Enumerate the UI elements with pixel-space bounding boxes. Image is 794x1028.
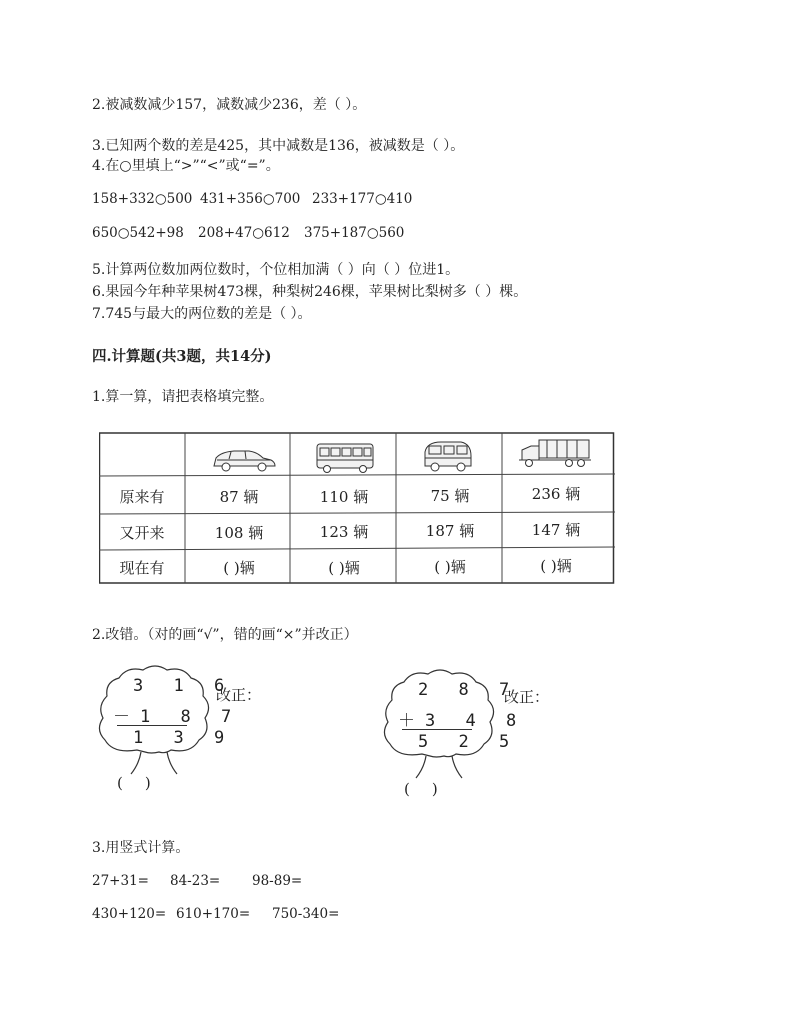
vertical-calc-item: 27+31=: [92, 873, 149, 889]
row-label-original: 原来有: [119, 488, 165, 506]
problem-1-title: 1.算一算，请把表格填完整。: [92, 389, 274, 405]
vehicle-table: [99, 430, 615, 584]
table-cell: 147 辆: [531, 521, 581, 539]
operation-line: －1 8 7: [113, 707, 242, 727]
problem-2-title: 2.改错。（对的画“√”，错的画“×”并改正）: [92, 627, 358, 643]
judge-paren[interactable]: (): [117, 774, 173, 792]
answer-cell[interactable]: ( )辆: [328, 559, 360, 577]
compare-item: 233+177○410: [312, 191, 413, 207]
question-7: 7.745与最大的两位数的差是（ ）。: [92, 306, 312, 322]
table-cell: 75 辆: [430, 487, 470, 505]
question-2: 2.被减数减少157，减数减少236，差（ ）。: [92, 97, 367, 113]
truck-icon: [519, 440, 591, 467]
compare-item: 431+356○700: [200, 191, 301, 207]
table-cell: 110 辆: [319, 488, 369, 506]
judge-paren[interactable]: (): [404, 780, 460, 798]
vertical-calc-item: 98-89=: [252, 873, 303, 889]
operation-line: ＋3 4 8: [398, 711, 527, 731]
question-5: 5.计算两位数加两位数时，个位相加满（ ）向（ ）位进1。: [92, 262, 460, 278]
compare-item: 208+47○612: [198, 225, 290, 241]
compare-item: 650○542+98: [92, 225, 184, 241]
bus-icon: [317, 444, 373, 473]
problem-3-title: 3.用竖式计算。: [92, 840, 190, 856]
answer-cell[interactable]: ( )辆: [223, 559, 255, 577]
sum-rule: [402, 729, 472, 730]
correction-label: 改正：: [216, 686, 262, 704]
question-3: 3.已知两个数的差是425，其中减数是136，被减数是（ ）。: [92, 138, 465, 154]
table-cell: 187 辆: [425, 522, 475, 540]
minuend: 3 1 6: [133, 676, 235, 696]
vertical-calc-item: 84-23=: [170, 873, 221, 889]
van-icon: [425, 442, 471, 471]
result: 1 3 9: [133, 728, 235, 748]
vertical-calc-item: 430+120=: [92, 906, 167, 922]
row-label-arrived: 又开来: [119, 524, 165, 542]
sum-rule: [117, 725, 187, 726]
question-4: 4.在○里填上“>”“<”或“=”。: [92, 158, 280, 174]
compare-item: 158+332○500: [92, 191, 193, 207]
vertical-calc-item: 610+170=: [176, 906, 251, 922]
table-cell: 108 辆: [214, 524, 264, 542]
answer-cell[interactable]: ( )辆: [434, 558, 466, 576]
table-cell: 123 辆: [319, 523, 369, 541]
section-heading: 四.计算题(共3题，共14分): [92, 348, 272, 365]
row-label-now: 现在有: [119, 559, 165, 577]
table-cell: 236 辆: [531, 485, 581, 503]
car-icon: [214, 451, 275, 471]
addend-1: 2 8 7: [418, 680, 520, 700]
answer-cell[interactable]: ( )辆: [540, 557, 572, 575]
question-6: 6.果园今年种苹果树473棵，种梨树246棵，苹果树比梨树多（ ）棵。: [92, 284, 528, 300]
table-cell: 87 辆: [219, 488, 259, 506]
vertical-calc-item: 750-340=: [272, 906, 340, 922]
compare-item: 375+187○560: [304, 225, 405, 241]
correction-label: 改正：: [504, 688, 550, 706]
result: 5 2 5: [418, 732, 520, 752]
